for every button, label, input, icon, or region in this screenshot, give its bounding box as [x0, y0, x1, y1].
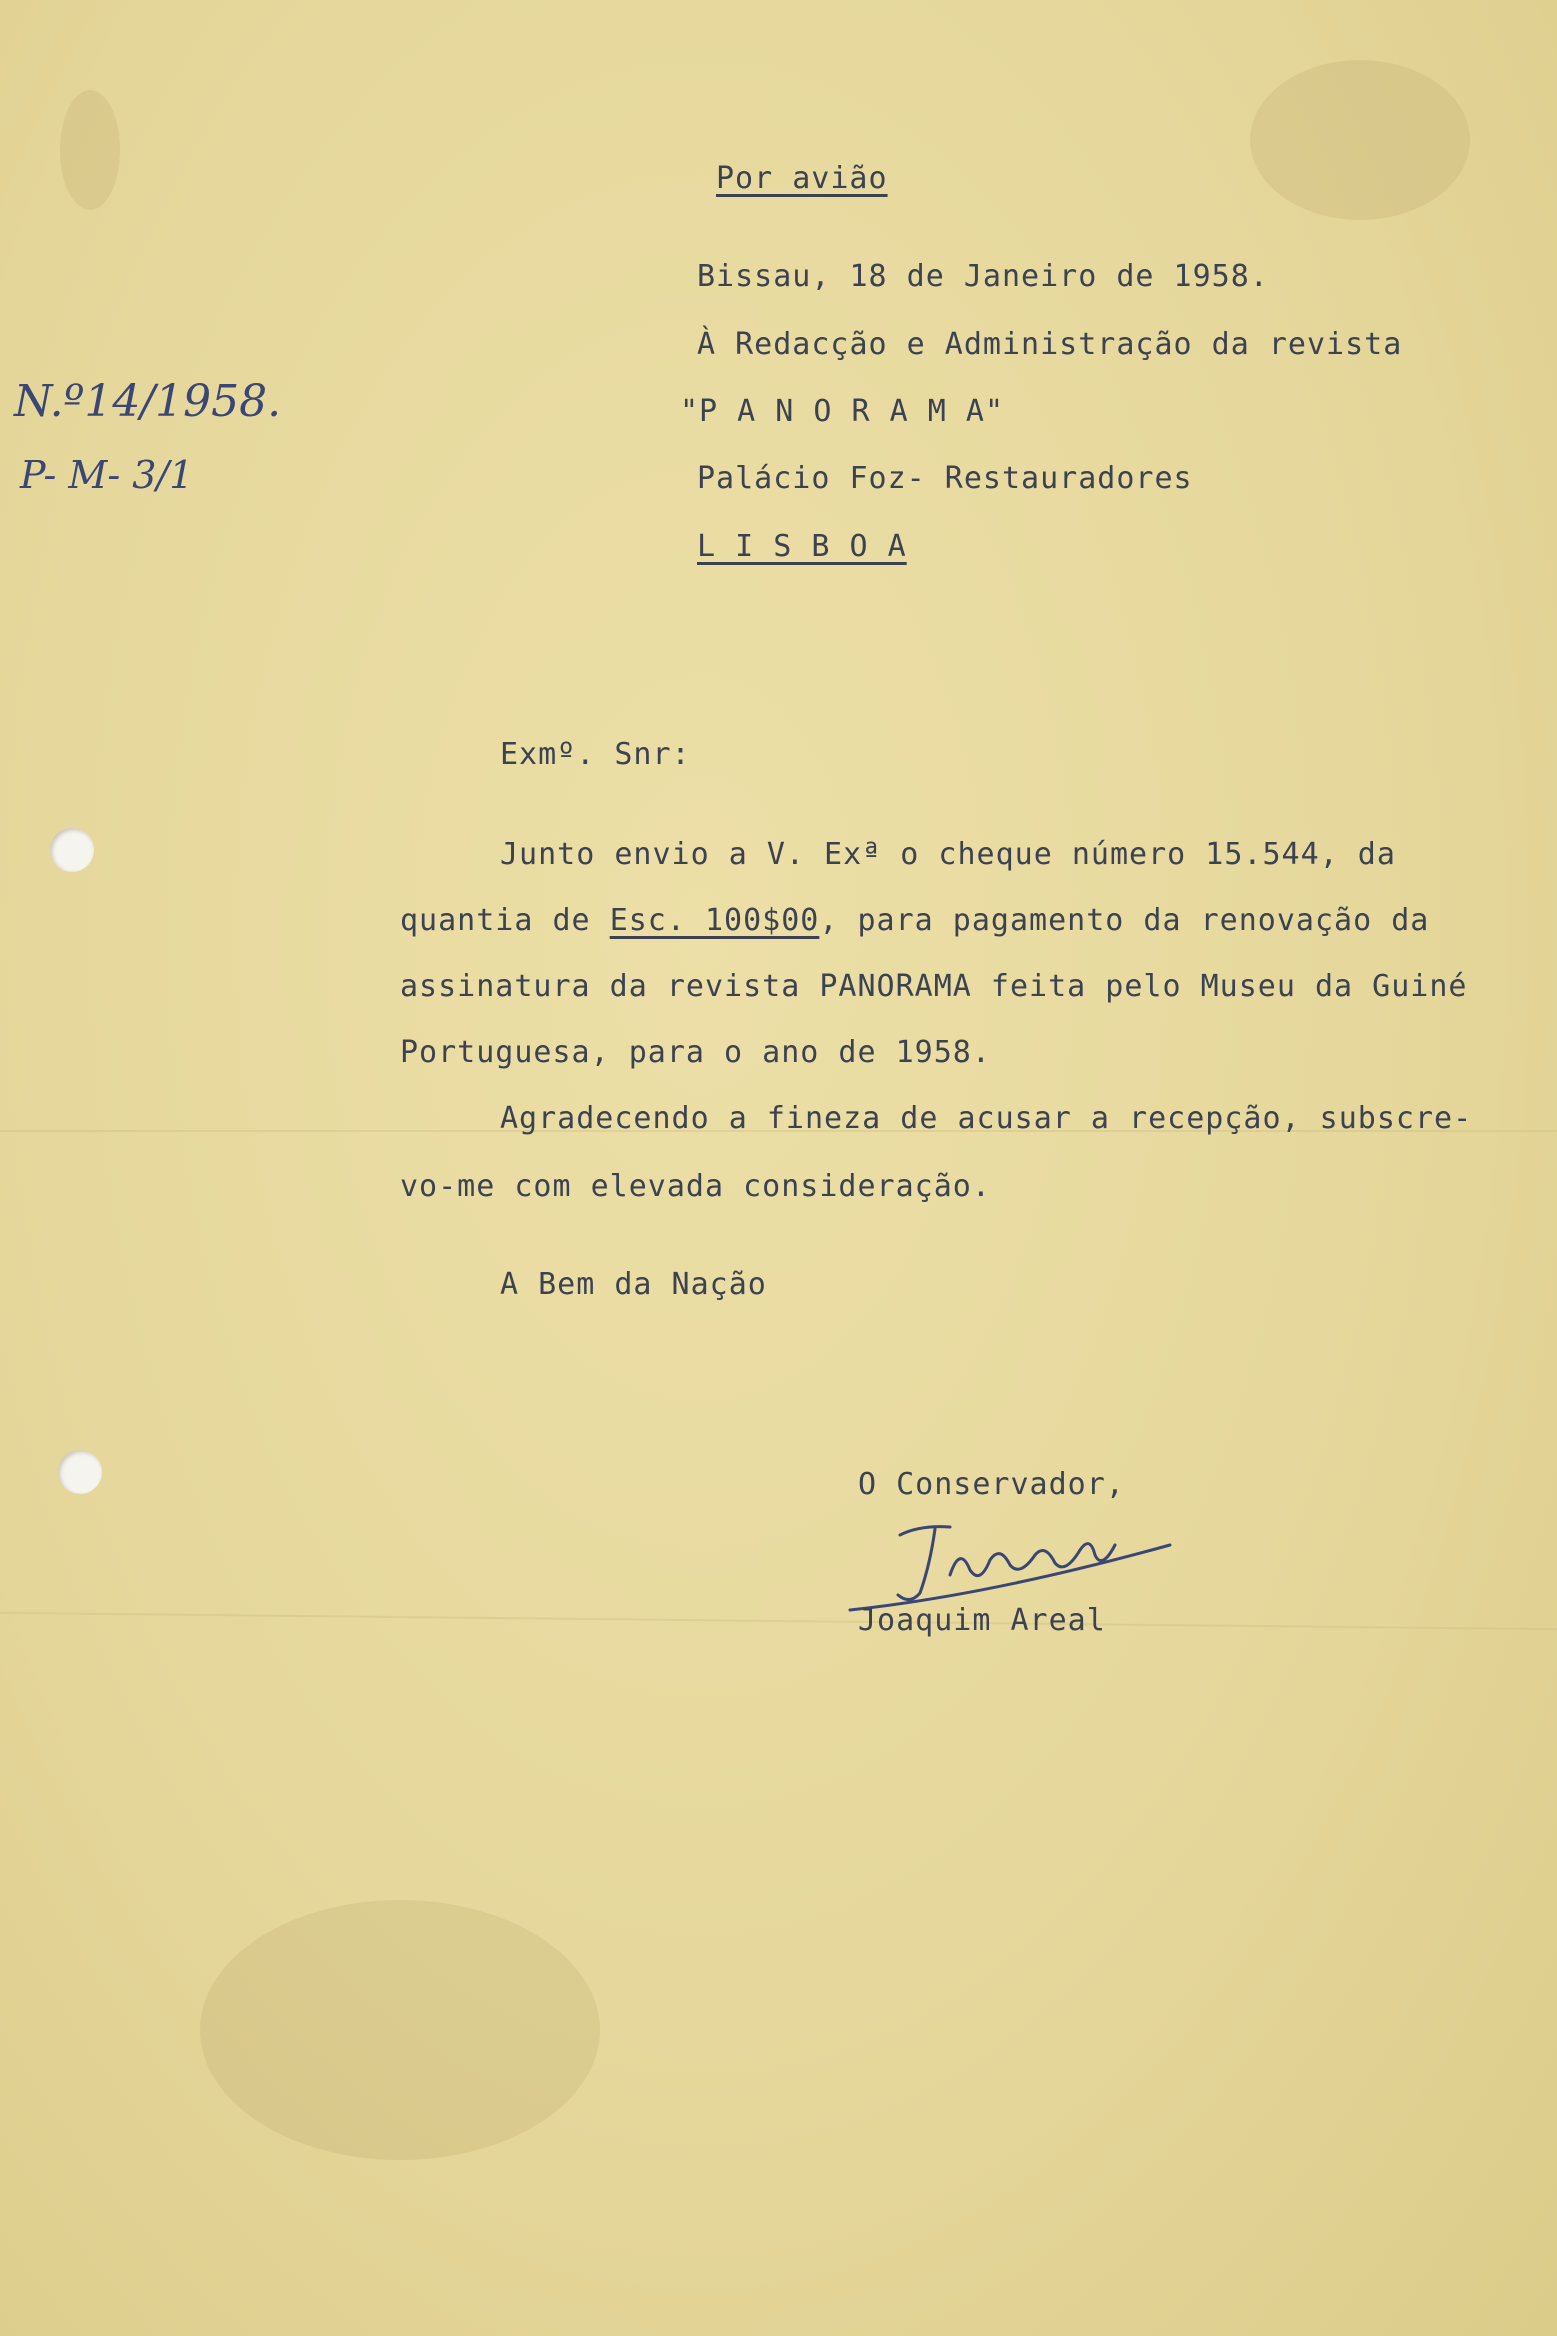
punch-hole-top	[50, 828, 94, 872]
date-line: Bissau, 18 de Janeiro de 1958.	[697, 259, 1269, 294]
closing: A Bem da Nação	[500, 1267, 767, 1302]
paragraph-1-line-3: assinatura da revista PANORAMA feita pelo Museu da Guiné	[400, 969, 1468, 1004]
recipient-line-3: Palácio Foz- Restauradores	[697, 461, 1193, 496]
recipient-line-2: "P A N O R A M A"	[680, 394, 1005, 429]
punch-hole-bottom	[58, 1450, 102, 1494]
amount-prefix: quantia de	[400, 903, 610, 938]
paragraph-2-line-1: Agradecendo a fineza de acusar a recepção, subscre-	[500, 1101, 1473, 1136]
paper-stain	[60, 90, 120, 210]
reference-number: N.º14/1958.	[14, 376, 282, 427]
paper-crease	[0, 1612, 1557, 1630]
signatory-title: O Conservador,	[858, 1467, 1125, 1502]
cheque-amount: Esc. 100$00	[609, 903, 820, 938]
recipient-line-1: À Redacção e Administração da revista	[697, 327, 1403, 362]
paragraph-2-line-2: vo-me com elevada consideração.	[400, 1169, 991, 1204]
amount-suffix: , para pagamento da renovação da	[819, 903, 1430, 938]
paper-stain	[200, 1900, 600, 2160]
paragraph-1-line-2	[400, 903, 1430, 938]
reference-code: P- M- 3/1	[20, 453, 194, 497]
delivery-method: Por avião	[716, 161, 888, 196]
paper-stain	[1250, 60, 1470, 220]
signatory-name: Joaquim Areal	[858, 1603, 1106, 1638]
salutation: Exmº. Snr:	[500, 737, 691, 772]
paragraph-1-line-4: Portuguesa, para o ano de 1958.	[400, 1035, 991, 1070]
paragraph-1-line-1: Junto envio a V. Exª o cheque número 15.544, da	[500, 837, 1396, 872]
recipient-city: L I S B O A	[697, 529, 907, 564]
